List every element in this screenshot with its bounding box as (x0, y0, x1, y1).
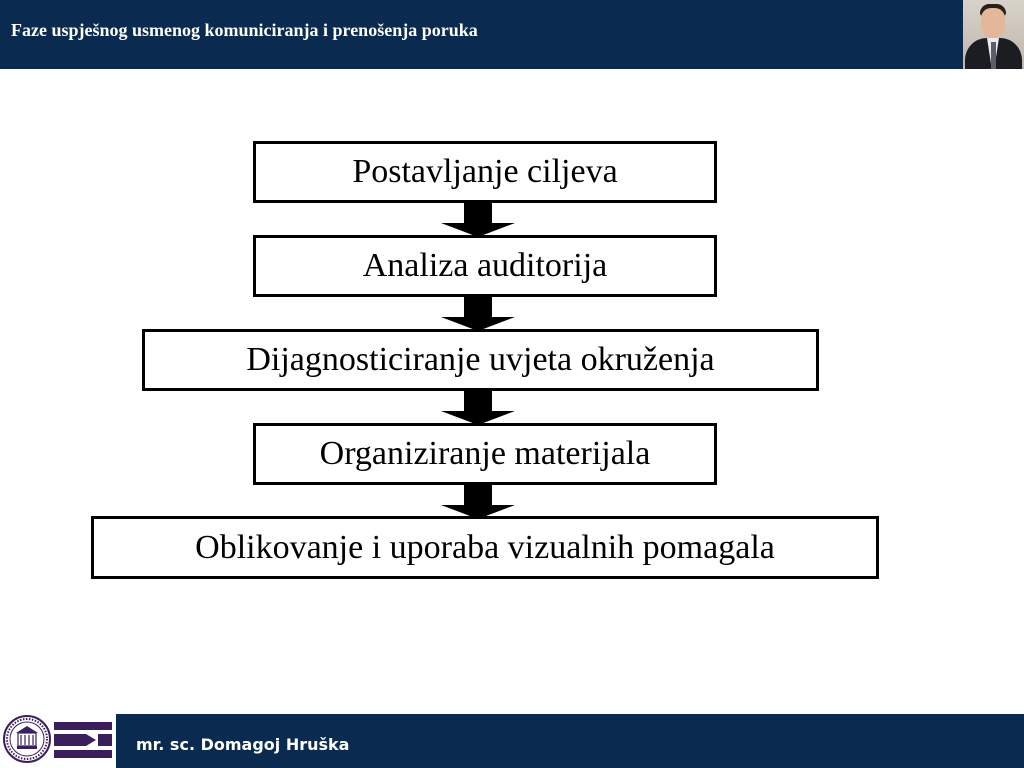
step-box-4 (253, 423, 717, 485)
flow-arrow-1 (441, 203, 515, 235)
step-box-1 (253, 141, 717, 203)
step-label-3: Dijagnosticiranje uvjeta okruženja (246, 341, 715, 378)
flow-arrow-3 (441, 391, 515, 423)
step-label-2: Analiza auditorija (362, 247, 608, 284)
faculty-logo (54, 720, 112, 760)
slide-title: Faze uspješnog usmenog komuniciranja i prenošenja poruka (11, 20, 478, 40)
step-box-5 (91, 516, 879, 579)
author-name: mr. sc. Domagoj Hruška (136, 735, 350, 754)
flow-arrow-4 (441, 485, 515, 517)
header-bar (0, 0, 1024, 69)
step-label-4: Organiziranje materijala (319, 435, 651, 472)
step-label-1: Postavljanje ciljeva (352, 153, 618, 190)
author-photo (963, 0, 1024, 69)
university-seal-logo (2, 714, 52, 764)
flow-arrow-2 (441, 297, 515, 329)
step-box-3 (142, 329, 819, 391)
step-label-5: Oblikovanje i uporaba vizualnih pomagala (195, 528, 775, 566)
step-box-2 (253, 235, 717, 297)
